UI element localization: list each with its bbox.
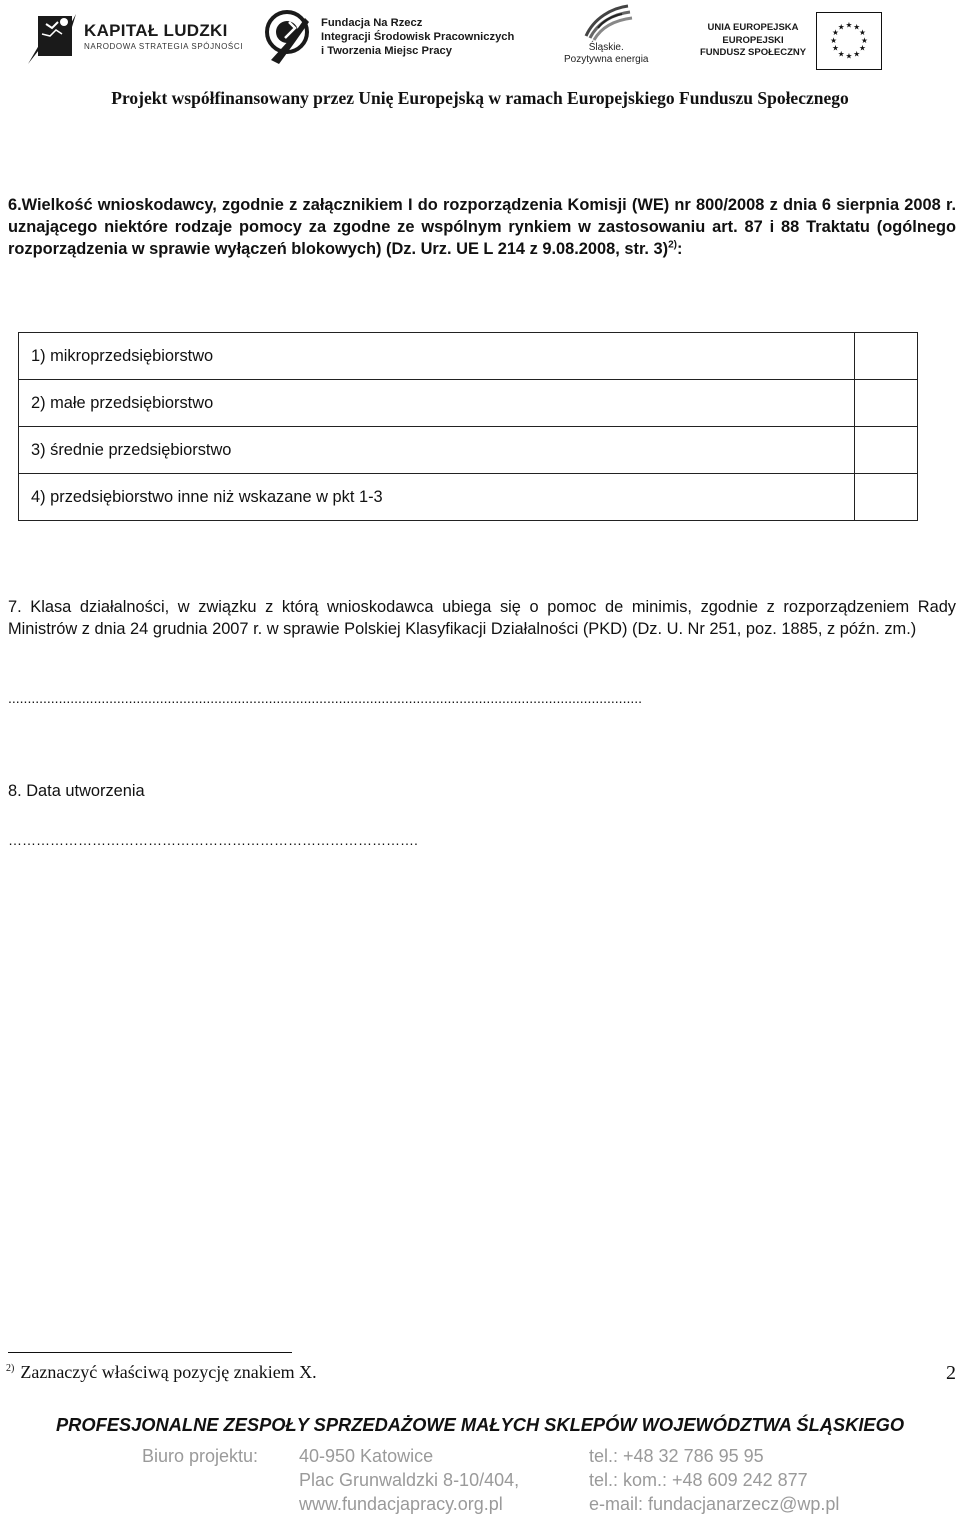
footnote-text: Zaznaczyć właściwą pozycję znakiem X. <box>20 1362 317 1382</box>
svg-text:★: ★ <box>853 49 861 59</box>
footnote-ref: 2) <box>668 239 678 251</box>
svg-text:★: ★ <box>837 22 845 32</box>
option-checkbox-micro[interactable] <box>855 333 918 380</box>
ue-line-2: EUROPEJSKI <box>722 34 784 46</box>
kapital-ludzki-emblem-icon <box>28 10 76 64</box>
section-7-blank-field[interactable]: ................................................................................................................................................................... <box>8 690 643 706</box>
footer-website-link[interactable]: www.fundacjapracy.org.pl <box>299 1494 503 1514</box>
svg-text:★: ★ <box>859 28 867 38</box>
footer-address-line-2: Plac Grunwaldzki 8-10/404, <box>299 1470 520 1490</box>
option-checkbox-other[interactable] <box>855 474 918 521</box>
option-label: 1) mikroprzedsiębiorstwo <box>19 333 855 380</box>
svg-text:★: ★ <box>859 43 867 53</box>
option-label: 2) małe przedsiębiorstwo <box>19 380 855 427</box>
kapital-ludzki-subtitle: NARODOWA STRATEGIA SPÓJNOŚCI <box>84 41 244 51</box>
svg-text:★: ★ <box>845 51 853 61</box>
fundacja-line-3: i Tworzenia Miejsc Pracy <box>321 45 452 58</box>
option-checkbox-small[interactable] <box>855 380 918 427</box>
slaskie-line-1: Śląskie. <box>588 42 624 53</box>
table-row <box>19 474 918 521</box>
svg-text:★: ★ <box>832 28 840 38</box>
footer-address-line-1: 40-950 Katowice <box>299 1446 434 1466</box>
option-label: 3) średnie przedsiębiorstwo <box>19 427 855 474</box>
svg-text:★: ★ <box>853 22 861 32</box>
fundacja-line-1: Fundacja Na Rzecz <box>321 16 423 29</box>
kapital-ludzki-logo <box>28 10 243 64</box>
kapital-ludzki-title: KAPITAŁ LUDZKI <box>84 21 228 41</box>
page-number: 2 <box>946 1362 956 1384</box>
header-logos <box>0 0 960 82</box>
svg-text:★: ★ <box>830 35 838 45</box>
fundacja-emblem-icon <box>265 8 313 66</box>
eu-flag-icon <box>816 12 882 70</box>
table-row <box>19 427 918 474</box>
fundacja-line-2: Integracji Środowisk Pracowniczych <box>321 30 515 43</box>
svg-text:★: ★ <box>845 20 853 30</box>
section-7-text: 7. Klasa działalności, w związku z którą wnioskodawca ubiega się o pomoc de minimis, zgodnie z rozporządzeniem Rady Ministrów z dnia 24 grudnia 2007 r. w sprawie Polskiej Klasyfikacji Działalności (PKD) (Dz. U. Nr 251, poz. 1885, z późn. zm.) <box>8 598 956 639</box>
section-8-label: 8. Data utworzenia <box>8 782 145 800</box>
table-row <box>19 333 918 380</box>
ue-efs-logo <box>700 12 882 70</box>
footer-office-label: Biuro projektu: <box>142 1446 259 1466</box>
footer-phone: tel.: +48 32 786 95 95 <box>589 1446 764 1466</box>
footnote-marker: 2) <box>6 1363 15 1374</box>
ue-line-3: FUNDUSZ SPOŁECZNY <box>700 47 807 59</box>
ue-line-1: UNIA EUROPEJSKA <box>707 21 799 33</box>
table-row <box>19 380 918 427</box>
footer-mobile: tel.: kom.: +48 609 242 877 <box>589 1470 808 1490</box>
section-6-text: 6.Wielkość wnioskodawcy, zgodnie z załącznikiem I do rozporządzenia Komisji (WE) nr 800/2008 z dnia 6 sierpnia 2008 r. uznającego niektóre rodzaje pomocy za zgodne ze wspólnym rynkiem w zastosowaniu art. 87 i 88 Traktatu (ogólnego rozporządzenia w sprawie wyłączeń blokowych) (Dz. Urz. UE L 214 z 9.08.2008, str. 3) <box>8 196 956 259</box>
svg-text:★: ★ <box>837 49 845 59</box>
option-checkbox-medium[interactable] <box>855 427 918 474</box>
footer-email-link[interactable]: e-mail: fundacjanarzecz@wp.pl <box>589 1494 840 1514</box>
footer-project-title: PROFESJONALNE ZESPOŁY SPRZEDAŻOWE MAŁYCH SKLEPÓW WOJEWÓDZTWA ŚLĄSKIEGO <box>55 1414 905 1435</box>
footnote-separator <box>8 1352 292 1353</box>
enterprise-size-table <box>18 332 918 521</box>
svg-text:★: ★ <box>832 43 840 53</box>
slaskie-logo <box>564 2 649 66</box>
cofinance-statement: Projekt współfinansowany przez Unię Europejską w ramach Europejskiego Funduszu Społecznego <box>111 88 849 108</box>
fundacja-logo <box>265 8 514 66</box>
section-6-suffix: : <box>677 240 683 259</box>
option-label: 4) przedsiębiorstwo inne niż wskazane w pkt 1-3 <box>19 474 855 521</box>
slaskie-line-2: Pozytywna energia <box>564 54 649 65</box>
footnote <box>6 1362 317 1383</box>
section-6-heading <box>8 194 956 261</box>
section-8-blank-field[interactable]: ……………………………………………………………………………. <box>8 832 418 848</box>
slaskie-emblem-icon <box>576 2 636 42</box>
svg-text:★: ★ <box>861 35 869 45</box>
